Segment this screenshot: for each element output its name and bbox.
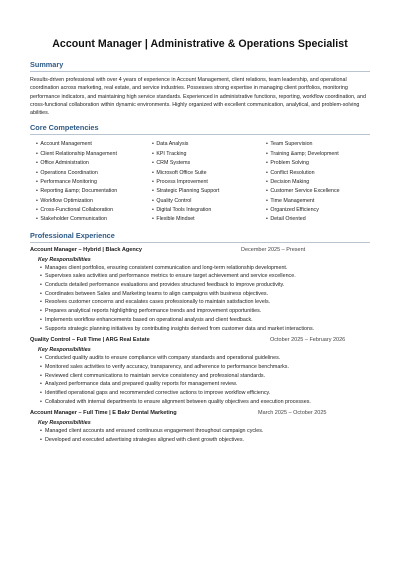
job-dates: March 2025 – October 2025 (258, 410, 327, 417)
competency-item: • Team Supervision (266, 140, 376, 149)
list-item: • Supports strategic planning initiatives by contributing insights derived from customer data and market interactions. (45, 325, 370, 334)
list-item: • Managed client accounts and ensured continuous engagement throughout campaign cycles. (45, 427, 370, 436)
competency-item: • Customer Service Excellence (266, 187, 376, 196)
competencies-heading: Core Competencies (30, 123, 370, 135)
responsibilities-label: Key Responsibilities (38, 256, 91, 263)
competency-item: • Problem Solving (266, 159, 376, 168)
job-entry (30, 410, 370, 444)
job-header (30, 410, 370, 419)
competencies-grid (36, 140, 370, 224)
list-item: • Analyzed performance data and prepared quality reports for management review. (45, 380, 370, 389)
competency-item: • Cross-Functional Collaboration (36, 206, 148, 215)
competency-item: • Performance Monitoring (36, 178, 148, 187)
responsibilities-list (30, 354, 370, 406)
list-item: • Coordinates between Sales and Marketing teams to align campaigns with business objectives. (45, 290, 370, 299)
competencies-column-1 (36, 140, 148, 224)
job-header (30, 337, 370, 346)
responsibilities-label: Key Responsibilities (38, 420, 91, 427)
list-item: • Monitored sales activities to verify accuracy, transparency, and adherence to performance benchmarks. (45, 363, 370, 372)
list-item: • Prepares analytical reports highlighting performance trends and improvement opportunities. (45, 307, 370, 316)
job-entry (30, 247, 370, 334)
competency-item: • Strategic Planning Support (152, 187, 262, 196)
list-item: • Implements workflow enhancements based on operational analysis and client feedback. (45, 316, 370, 325)
job-dates: December 2025 – Present (241, 246, 306, 253)
job-header (30, 247, 370, 256)
competency-item: • Data Analysis (152, 140, 262, 149)
summary-heading: Summary (30, 60, 370, 72)
list-item: • Identified operational gaps and recommended corrective actions to improve workflow efficiency. (45, 389, 370, 398)
competency-item: • Office Administration (36, 159, 148, 168)
responsibilities-label: Key Responsibilities (38, 347, 91, 354)
job-title: Account Manager – Full Time | E Bakr Dental Marketing (30, 410, 177, 417)
competency-item: • CRM Systems (152, 159, 262, 168)
list-item: • Developed and executed advertising strategies aligned with client growth objectives. (45, 436, 370, 445)
job-title: Quality Control – Full Time | ARG Real Estate (30, 337, 150, 344)
list-item: • Manages client portfolios, ensuring consistent communication and long-term relationship development. (45, 264, 370, 273)
competency-item: • Reporting &amp; Documentation (36, 187, 148, 196)
competency-item: • Training &amp; Development (266, 150, 376, 159)
summary-text: Results-driven professional with over 4 years of experience in Account Management, client relations, team leadership, and operational coordination across marketing, real estate, and service industries. Possesses strong expertise in managing client portfolios, monitoring performance indicators, and maintaining high service standards. Experienced in administrative functions, reporting, workflow coordination, and cross-functional collaboration within dynamic environments. Highly organized with excellent communication, analytical, and problem-solving abilities. (30, 77, 366, 117)
competency-item: • Time Management (266, 197, 376, 206)
responsibilities-list (30, 427, 370, 444)
competency-item: • Quality Control (152, 197, 262, 206)
competency-item: • Process Improvement (152, 178, 262, 187)
competency-item: • Digital Tools Integration (152, 206, 262, 215)
competency-item: • Stakeholder Communication (36, 215, 148, 224)
list-item: • Collaborated with internal departments to ensure alignment between quality objectives and execution processes. (45, 398, 370, 407)
competency-item: • Account Management (36, 140, 148, 149)
competency-item: • Decision Making (266, 178, 376, 187)
experience-heading: Professional Experience (30, 231, 370, 243)
list-item: • Conducts detailed performance evaluations and provides structured feedback to improve productivity. (45, 281, 370, 290)
competencies-column-2 (152, 140, 262, 224)
list-item: • Conducted quality audits to ensure compliance with company standards and operational guidelines. (45, 354, 370, 363)
responsibilities-list (30, 264, 370, 334)
competency-item: • Detail Oriented (266, 215, 376, 224)
competency-item: • Workflow Optimization (36, 197, 148, 206)
competencies-column-3 (266, 140, 376, 224)
job-dates: October 2025 – February 2026 (270, 337, 346, 344)
competency-item: • Client Relationship Management (36, 150, 148, 159)
job-entry (30, 337, 370, 406)
competency-item: • Flexible Mindset (152, 215, 262, 224)
competency-item: • KPI Tracking (152, 150, 262, 159)
competency-item: • Operations Coordination (36, 169, 148, 178)
competency-item: • Organized Efficiency (266, 206, 376, 215)
competency-item: • Microsoft Office Suite (152, 169, 262, 178)
list-item: • Supervises sales activities and performance metrics to ensure target achievement and service excellence. (45, 272, 370, 281)
list-item: • Resolves customer concerns and escalates cases professionally to maintain satisfaction levels. (45, 298, 370, 307)
list-item: • Reviewed client communications to maintain service consistency and professional standards. (45, 372, 370, 381)
job-title: Account Manager – Hybrid | Black Agency (30, 246, 143, 253)
competency-item: • Conflict Resolution (266, 169, 376, 178)
page-title: Account Manager | Administrative & Operations Specialist (52, 38, 348, 50)
